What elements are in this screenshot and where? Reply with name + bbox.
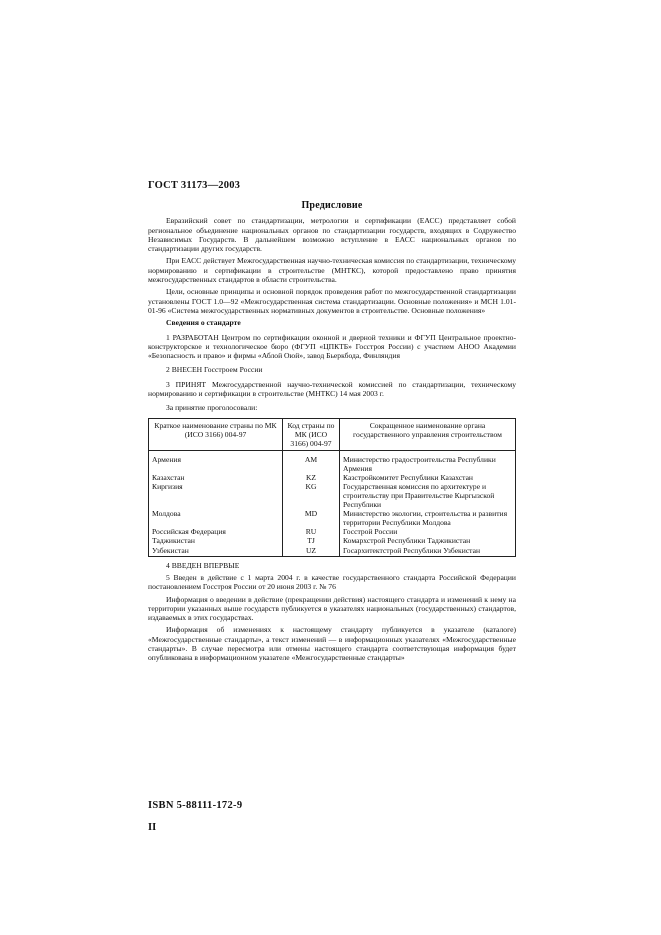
preface-title: Предисловие (301, 200, 363, 211)
country-code: MD (283, 509, 340, 527)
country-code: AM (283, 450, 340, 473)
table-row (149, 509, 516, 527)
government-body: Государственная комиссия по архитектуре и строительству при Правительстве Кыргызской Республики (340, 482, 516, 509)
table-row (149, 536, 516, 545)
preface-paragraph-2: При ЕАСС действует Межгосударственная научно-техническая комиссия по стандартизации, техническому нормированию и сертификации в строительстве (МНТКС), которой предоставлено право принятия межгосударственных стандартов в области строительства. (148, 256, 516, 285)
info-item-adopted: 3 ПРИНЯТ Межгосударственной научно-технической комиссией по стандартизации, техническому нормированию и сертификации в строительстве (МНТКС) 14 мая 2003 г. (148, 379, 516, 399)
country-code: UZ (283, 546, 340, 557)
country-name: Молдова (149, 509, 283, 527)
table-row (149, 527, 516, 536)
government-body: Казстройкомитет Республики Казахстан (340, 473, 516, 482)
info-item-developed: 1 РАЗРАБОТАН Центром по сертификации оконной и дверной техники и ФГУП Центральное проектно-конструкторское и технологическое бюро (ФГУП «ЦПКТБ» Госстроя России) с участием АНОО Академии «Безопасность и право» и фирмы «Аблой Оюй», завод Бьеркбода, Финляндия (148, 332, 516, 361)
info-paragraph-introduction-notice: Информация о введении в действие (прекращении действия) настоящего стандарта и изменений к нему на территории указанных выше государств публикуется в указателях национальных (государственных) стандартов, издаваемых в этих государствах. (148, 594, 516, 623)
page-number: II (148, 822, 157, 833)
column-header-country: Краткое наименование страны по МК (ИСО 3166) 004-97 (149, 418, 283, 450)
country-code: KZ (283, 473, 340, 482)
voting-countries-table (148, 418, 516, 557)
table-row (149, 482, 516, 509)
table-row (149, 450, 516, 473)
government-body: Министерство экологии, строительства и развития территории Республики Молдова (340, 509, 516, 527)
page-content (148, 201, 516, 666)
country-code: KG (283, 482, 340, 509)
document-code: ГОСТ 31173—2003 (148, 180, 241, 191)
country-name: Узбекистан (149, 546, 283, 557)
info-paragraph-changes-notice: Информация об изменениях к настоящему стандарту публикуется в указателе (каталоге) «Межгосударственные стандарты», а текст изменений — в информационных указателях «Межгосударственные стандарты». В случае пересмотра или отмены настоящего стандарта соответствующая информация будет опубликована в информационном указателе «Межгосударственные стандарты» (148, 625, 516, 663)
info-item-introduced: 2 ВНЕСЕН Госстроем России (166, 365, 263, 375)
country-name: Таджикистан (149, 536, 283, 545)
country-name: Казахстан (149, 473, 283, 482)
preface-paragraph-3: Цели, основные принципы и основной порядок проведения работ по межгосударственной стандартизации установлены ГОСТ 1.0—92 «Межгосударственная система стандартизации. Основные положения» и МСН 1.01-01-96 «Система межгосударственных нормативных документов в строительстве. Основные положения» (148, 287, 516, 315)
government-body: Министерство градостроительства Республики Армения (340, 450, 516, 473)
table-row (149, 546, 516, 557)
country-name: Киргизия (149, 482, 283, 509)
table-header-row (149, 418, 516, 450)
column-header-body: Сокращенное наименование органа государственного управления строительством (340, 418, 516, 450)
standard-info-title: Сведения о стандарте (166, 318, 241, 328)
info-item-first-introduced: 4 ВВЕДЕН ВПЕРВЫЕ (166, 560, 240, 570)
government-body: Госстрой России (340, 527, 516, 536)
info-item-effective: 5 Введен в действие с 1 марта 2004 г. в качестве государственного стандарта Российской Федерации постановлением Госстроя России от 20 июня 2003 г. № 76 (148, 572, 516, 592)
country-name: Армения (149, 450, 283, 473)
government-body: Госархитектстрой Республики Узбекистан (340, 546, 516, 557)
country-name: Российская Федерация (149, 527, 283, 536)
vote-caption: За принятие проголосовали: (166, 403, 258, 413)
isbn: ISBN 5-88111-172-9 (148, 800, 243, 811)
country-code: RU (283, 527, 340, 536)
country-code: TJ (283, 536, 340, 545)
column-header-code: Код страны по МК (ИСО 3166) 004-97 (283, 418, 340, 450)
preface-paragraph-1: Евразийский совет по стандартизации, метрологии и сертификации (ЕАСС) представляет собой региональное объединение национальных органов по стандартизации государств, входящих в Содружество Независимых Государств. В дальнейшем возможно вступление в ЕАСС национальных органов по стандартизации других государств. (148, 216, 516, 254)
government-body: Комархстрой Республики Таджикистан (340, 536, 516, 545)
table-row (149, 473, 516, 482)
